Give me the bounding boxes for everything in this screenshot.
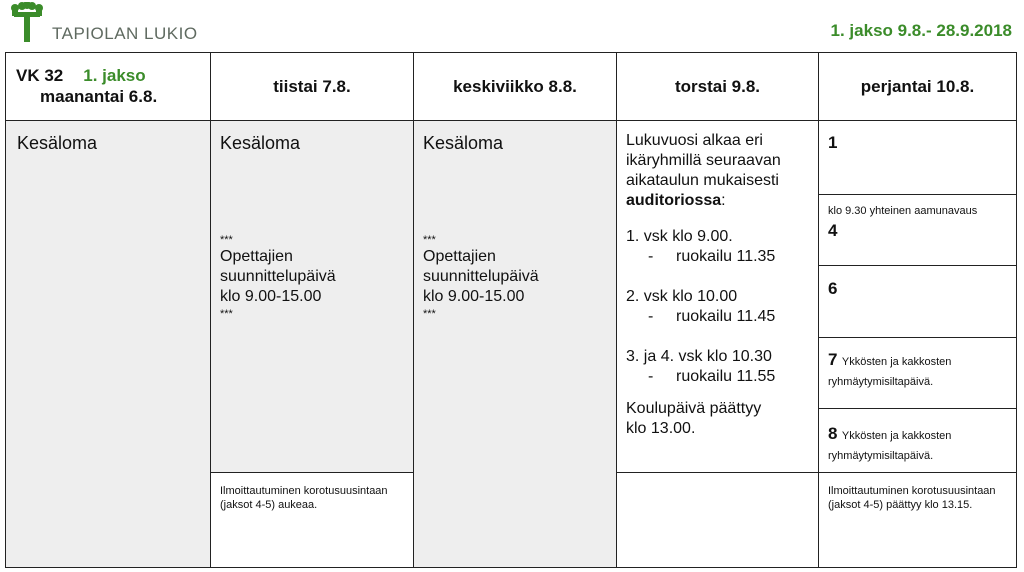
intro-line: aikataulun mukaisesti [626,172,779,189]
group-2-meal [626,307,812,327]
group-3-meal [626,367,812,387]
fri-slot-3: 6 [828,279,838,298]
thu-content [626,131,812,439]
dash: - [648,368,654,385]
tree-emblem-icon [10,2,44,44]
program-line: klo 9.00-15.00 [220,288,322,305]
week-header [16,66,157,107]
stars: *** [423,308,436,320]
fri-slot-divider [818,265,1016,266]
school-logo [10,2,200,46]
end-line: Koulupäivä päättyy [626,400,762,417]
fri-slot-divider [818,337,1016,338]
tue-note: Ilmoittautuminen korotusuusintaan (jaksot 4-5) aukeaa. [220,485,388,511]
day-thursday: torstai 9.8. [674,76,761,96]
col-divider [413,53,414,567]
slot-number: 7 [828,350,838,369]
fri-slot-1: 1 [828,133,838,152]
slot-note: Ykkösten ja kakkosten ryhmäytymisiltapäivä. [828,356,952,388]
intro-line: Lukuvuosi alkaa eri [626,132,763,149]
day-tuesday: tiistai 7.8. [273,76,351,96]
day-wednesday: keskiviikko 8.8. [453,76,577,96]
program-line: suunnittelupäivä [423,268,539,285]
intro-line: ikäryhmillä seuraavan [626,152,781,169]
thu-note-divider [616,472,818,473]
header-divider [6,120,1016,121]
mon-shade [6,120,210,567]
fri-slot-4 [828,350,1008,391]
fri-slot-2-note: klo 9.30 yhteinen aamunavaus [828,205,978,217]
slot-note: Ykkösten ja kakkosten ryhmäytymisiltapäivä. [828,430,952,462]
tue-program [220,233,336,321]
program-line: Opettajien [423,248,496,265]
logo-text: TAPIOLAN LUKIO [52,24,198,43]
slot-number: 8 [828,424,838,443]
tue-note-divider [210,472,413,473]
stars: *** [220,234,233,246]
stars: *** [423,234,436,246]
intro-line [626,191,812,211]
week-number: VK 32 [16,66,64,85]
meal-time: ruokailu 11.45 [676,308,776,325]
fri-note: Ilmoittautuminen korotusuusintaan (jaksot 4-5) päättyy klo 13.15. [828,485,996,511]
wed-title: Kesäloma [423,133,504,153]
group-1-time: 1. vsk klo 9.00. [626,228,733,245]
meal-time: ruokailu 11.55 [676,368,776,385]
program-line: klo 9.00-15.00 [423,288,525,305]
program-line: suunnittelupäivä [220,268,336,285]
fri-slot-5 [828,424,1008,465]
day-monday: maanantai 6.8. [40,87,158,106]
dash: - [648,248,654,265]
end-line: klo 13.00. [626,420,696,437]
jakso-label: 1. jakso [83,66,146,85]
group-3-time: 3. ja 4. vsk klo 10.30 [626,348,772,365]
program-line: Opettajien [220,248,293,265]
fri-slot-2: 4 [828,221,838,240]
fri-note-divider [818,472,1016,473]
stars: *** [220,308,233,320]
wed-shade [414,120,616,567]
mon-title: Kesäloma [17,133,98,153]
meal-time: ruokailu 11.35 [676,248,776,265]
auditorium-label: auditoriossa [626,192,722,209]
tue-title: Kesäloma [220,133,301,153]
schedule-table [5,52,1017,568]
col-divider [616,53,617,567]
fri-slot-divider [818,408,1016,409]
dash: - [648,308,654,325]
fri-slot-divider [818,194,1016,195]
day-friday: perjantai 10.8. [860,76,975,96]
wed-program [423,233,539,321]
colon: : [721,192,726,209]
period-title: 1. jakso 9.8.- 28.9.2018 [830,21,1012,40]
group-2-time: 2. vsk klo 10.00 [626,288,738,305]
group-1-meal [626,247,812,267]
col-divider [210,53,211,567]
col-divider [818,53,819,567]
